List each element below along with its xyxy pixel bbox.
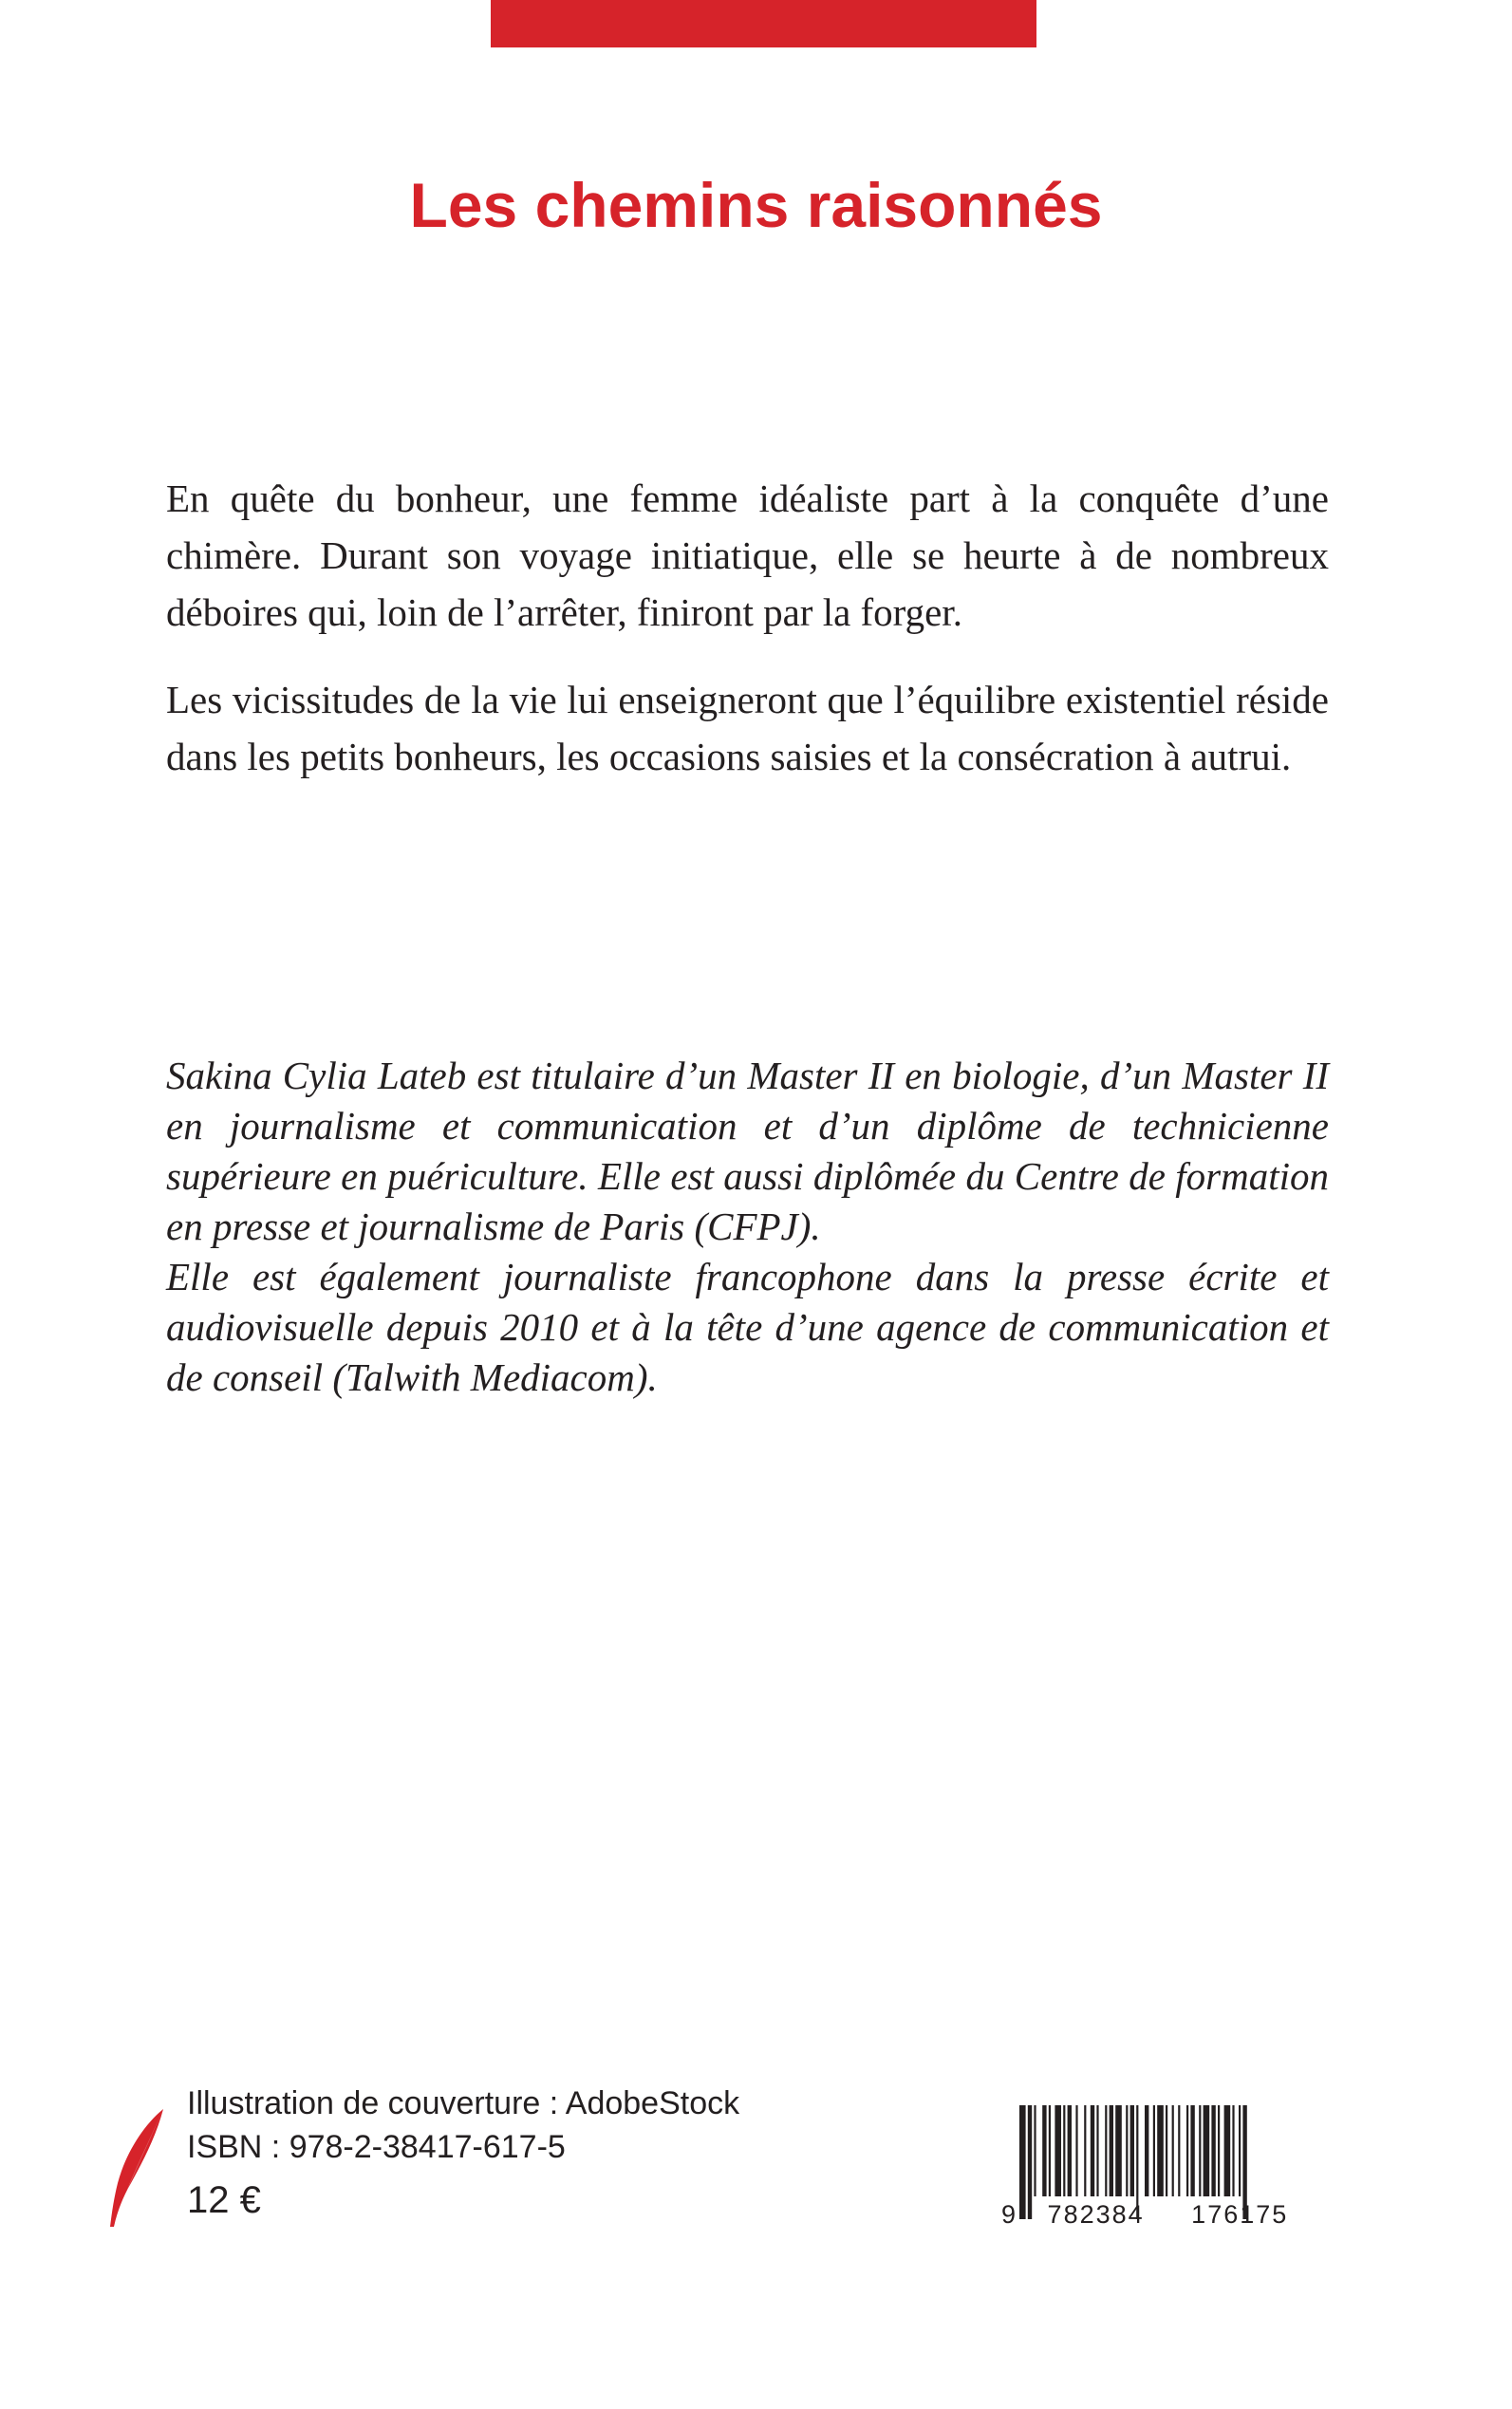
barcode-bar	[1186, 2105, 1188, 2196]
barcode-bar	[1091, 2105, 1094, 2196]
top-accent-bar	[491, 0, 1036, 47]
barcode-bar	[1126, 2105, 1128, 2196]
barcode-digits	[1001, 2200, 1343, 2230]
barcode-bar	[1075, 2105, 1077, 2196]
barcode-bar	[1178, 2105, 1180, 2196]
barcode-bar	[1204, 2105, 1210, 2196]
barcode-bar	[1084, 2105, 1086, 2196]
barcode-digits-left: 782384	[1047, 2200, 1145, 2229]
isbn: ISBN : 978-2-38417-617-5	[187, 2129, 566, 2165]
barcode-bar	[1130, 2105, 1134, 2196]
synopsis-paragraph: En quête du bonheur, une femme idéaliste part à la conquête d’une chimère. Durant son voyage initiatique, elle se heurte à de nombreux déboires qui, loin de l’arrêter, finiront par la forger.	[166, 476, 1329, 634]
feather-logo-icon	[104, 2107, 171, 2231]
synopsis-paragraph: Les vicissitudes de la vie lui enseigneront que l’équilibre existentiel réside dans les petits bonheurs, les occasions saisies et la consécration à autrui.	[166, 678, 1329, 778]
barcode-bar	[1110, 2105, 1113, 2196]
barcode-bar	[1157, 2105, 1164, 2196]
barcode-bar	[1199, 2105, 1201, 2196]
price: 12 €	[187, 2179, 261, 2221]
barcode	[1016, 2105, 1329, 2257]
credits	[187, 2082, 739, 2222]
barcode-bar	[1145, 2105, 1148, 2196]
barcode-bar	[1042, 2105, 1046, 2196]
barcode-bar	[1068, 2105, 1072, 2196]
barcode-bar	[1115, 2105, 1122, 2196]
barcode-bar	[1218, 2105, 1220, 2196]
barcode-bar	[1172, 2105, 1174, 2196]
illustration-credit: Illustration de couverture : AdobeStock	[187, 2085, 740, 2121]
barcode-bar	[1063, 2105, 1065, 2196]
barcode-bar	[1232, 2105, 1234, 2196]
barcode-bar	[1211, 2105, 1215, 2196]
barcode-bar	[1153, 2105, 1155, 2196]
barcode-bar	[1166, 2105, 1167, 2196]
barcode-digits-right: 176175	[1191, 2200, 1289, 2229]
synopsis	[166, 470, 1329, 815]
barcode-bar	[1034, 2105, 1036, 2196]
author-bio	[166, 1051, 1329, 1403]
barcode-bar	[1239, 2105, 1241, 2196]
barcode-bar	[1190, 2105, 1194, 2196]
barcode-bar	[1055, 2105, 1061, 2196]
barcode-digit-first: 9	[1001, 2200, 1018, 2229]
book-title: Les chemins raisonnés	[409, 170, 1103, 240]
barcode-bar	[1224, 2105, 1231, 2196]
barcode-bar	[1049, 2105, 1051, 2196]
bio-paragraph: Elle est également journaliste francophone dans la presse écrite et audiovisuelle depuis 2010 et à la tête d’une agence de communication et de conseil (Talwith Mediacom).	[166, 1255, 1329, 1399]
barcode-bar	[1105, 2105, 1107, 2196]
bio-paragraph: Sakina Cylia Lateb est titulaire d’un Master II en biologie, d’un Master II en journalisme et communication et d’un diplôme de technicienne supérieure en puériculture. Elle est aussi diplômée du Centre de formation en presse et journalisme de Paris (CFPJ).	[166, 1054, 1329, 1248]
barcode-bar	[1096, 2105, 1098, 2196]
